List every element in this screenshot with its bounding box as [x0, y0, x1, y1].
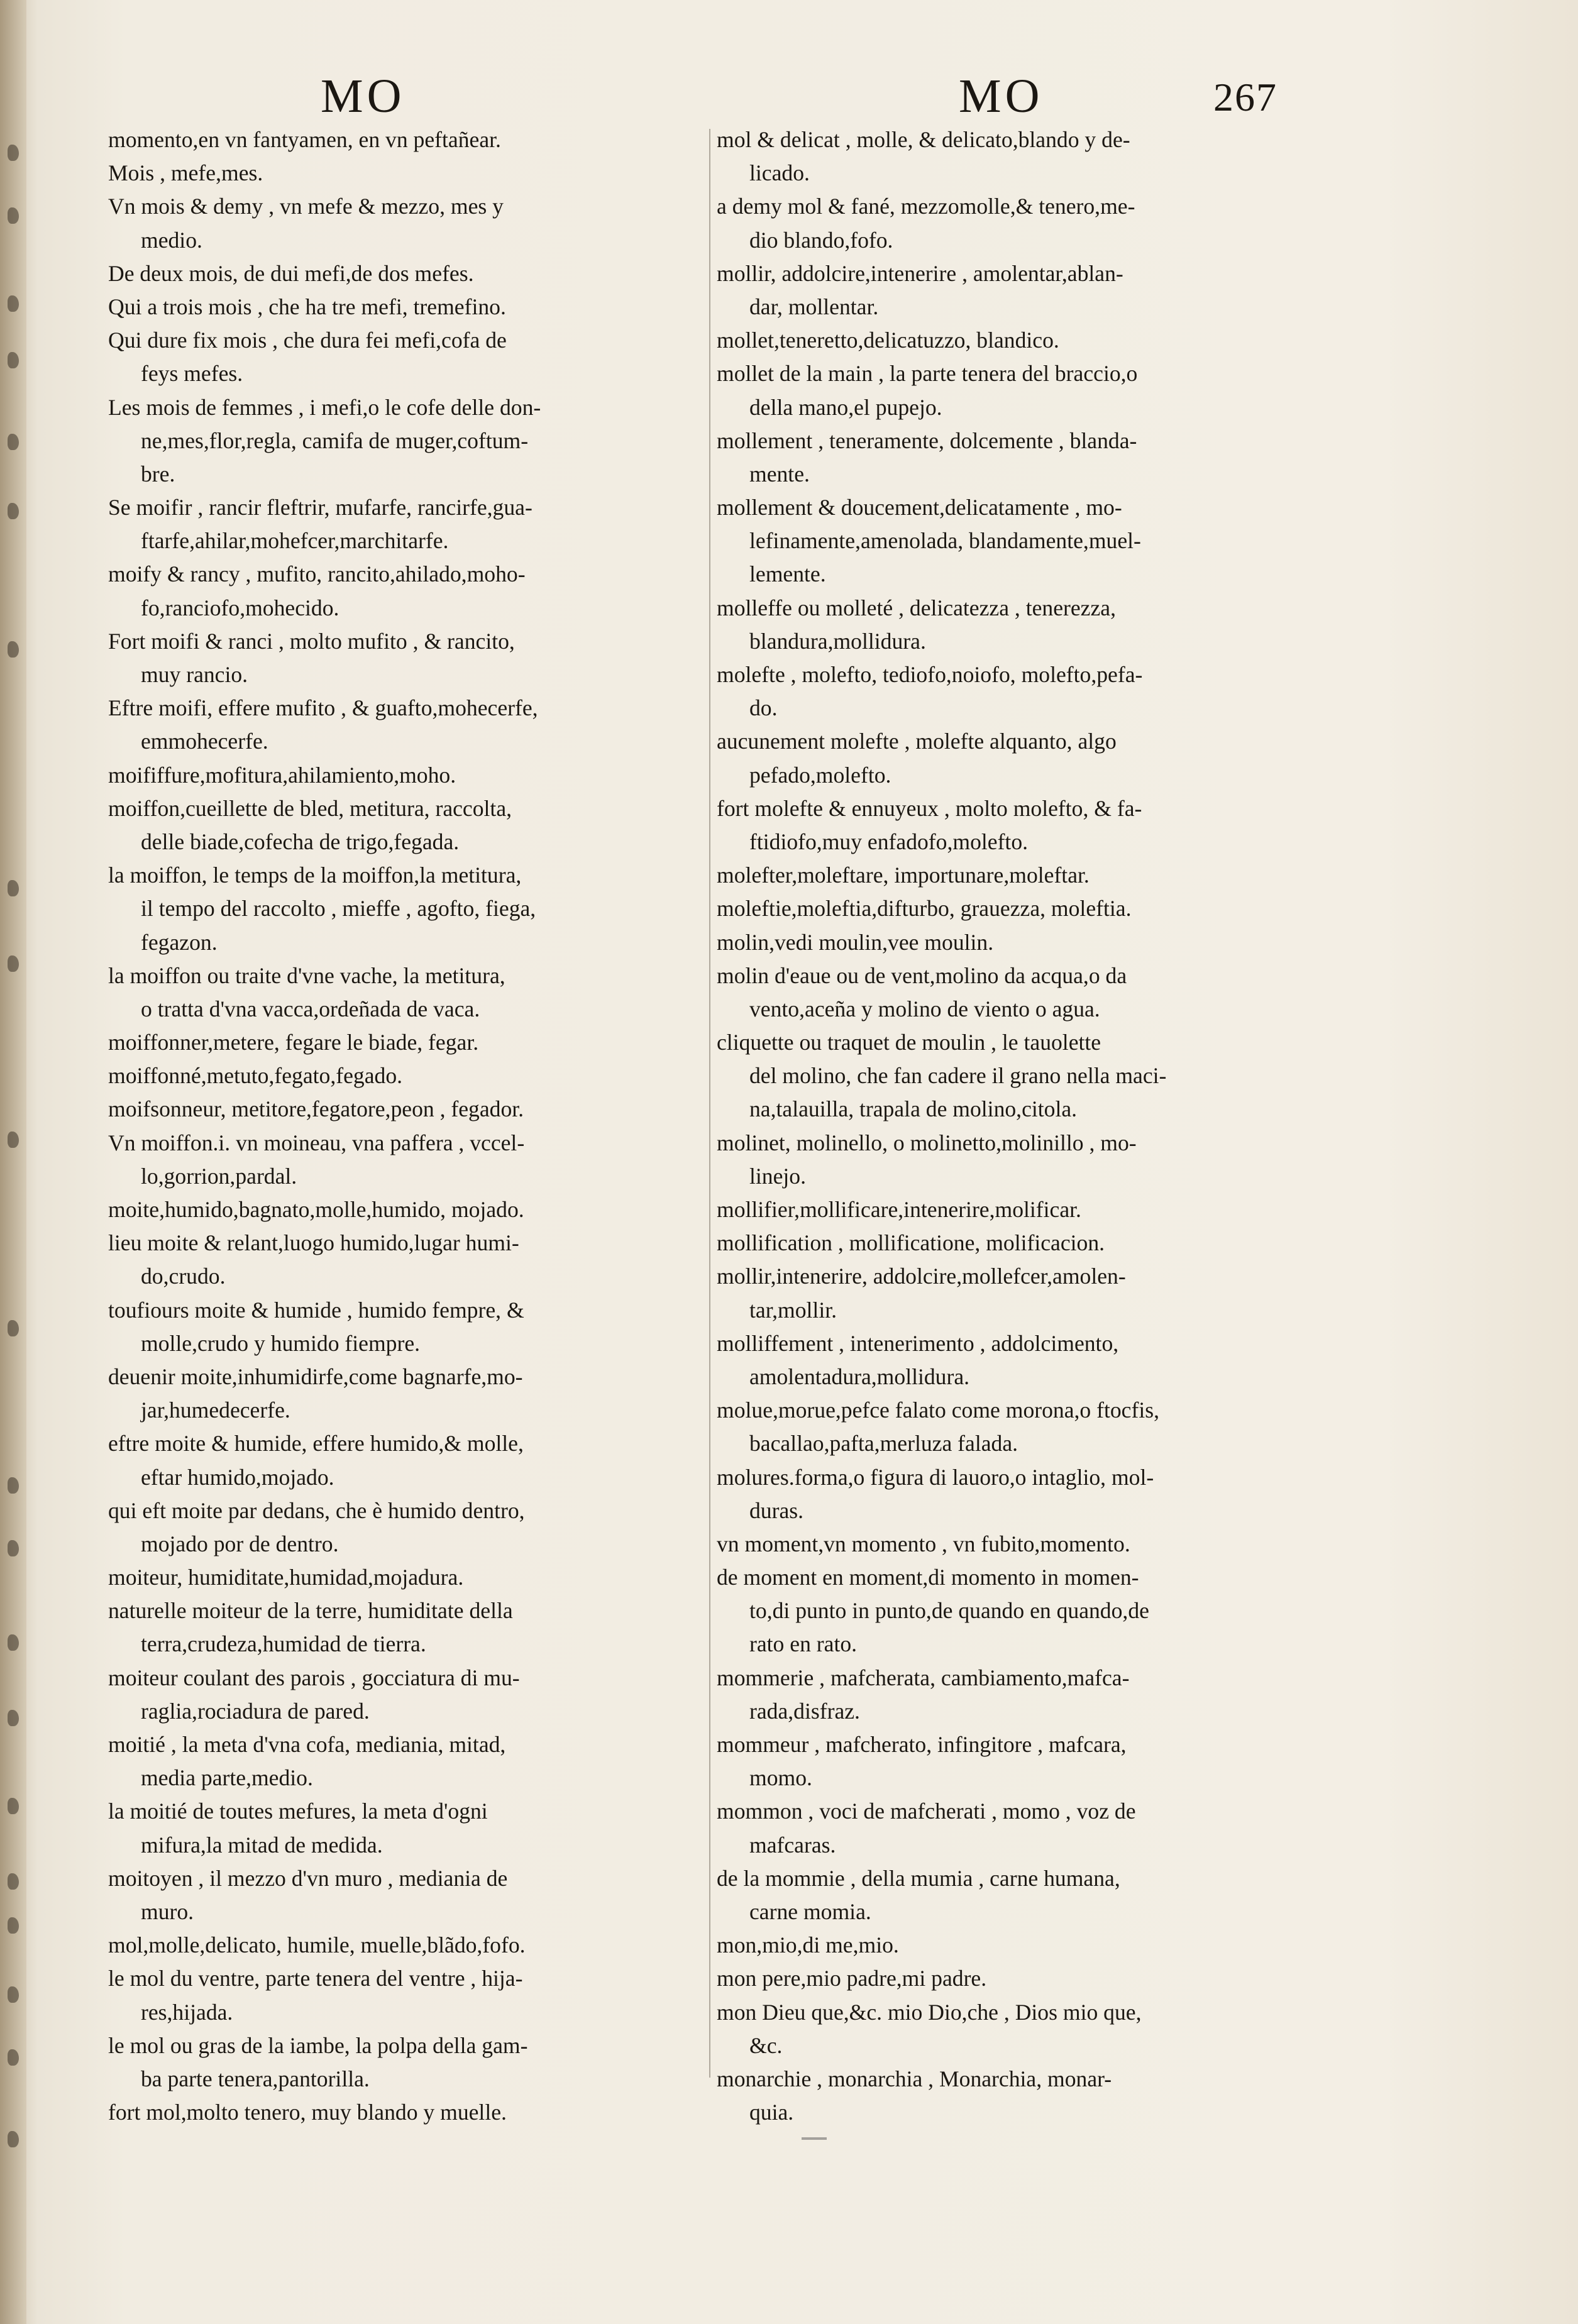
text-line: de moment en moment,di momento in momen-	[717, 1565, 1139, 1590]
text-line: emmohecerfe.	[141, 729, 268, 754]
text-line: vento,aceña y molino de viento o agua.	[749, 996, 1100, 1022]
text-line: molefter,moleftare, importunare,moleftar.	[717, 862, 1090, 888]
text-line: moitié , la meta d'vna cofa, mediania, mitad,	[108, 1732, 506, 1757]
text-line: linejo.	[749, 1163, 806, 1189]
text-line: momo.	[749, 1765, 812, 1791]
text-line: toufiours moite & humide , humido fempre, &	[108, 1297, 524, 1323]
stain-mark	[8, 641, 19, 658]
text-line: moite,humido,bagnato,molle,humido, mojado.	[108, 1197, 524, 1222]
text-line: mollement & doucement,delicatamente , mo-	[717, 495, 1122, 520]
text-line: De deux mois, de dui mefi,de dos mefes.	[108, 260, 474, 286]
text-line: do.	[749, 695, 778, 721]
stain-mark	[8, 1986, 19, 2003]
text-line: dar, mollentar.	[749, 294, 879, 319]
text-line: molliffement , intenerimento , addolcimento,	[717, 1330, 1119, 1356]
stain-mark	[8, 1634, 19, 1651]
text-line: mollir,intenerire, addolcire,mollefcer,amolen-	[717, 1264, 1126, 1289]
text-line: molefte , molefto, tediofo,noiofo, molefto,pefa-	[717, 662, 1143, 687]
text-line: moleftie,moleftia,difturbo, grauezza, moleftia.	[717, 896, 1132, 922]
text-line: lemente.	[749, 561, 826, 587]
text-line: qui eft moite par dedans, che è humido dentro,	[108, 1497, 525, 1523]
text-line: Fort moifi & ranci , molto mufito , & rancito,	[108, 628, 515, 654]
stain-mark	[8, 503, 19, 519]
text-line: mommerie , mafcherata, cambiamento,mafca-	[717, 1665, 1130, 1690]
text-line: molleffe ou molleté , delicatezza , tenerezza,	[717, 595, 1117, 620]
stain-mark	[8, 1320, 19, 1336]
text-line: o tratta d'vna vacca,ordeñada de vaca.	[141, 996, 480, 1022]
text-line: a demy mol & fané, mezzomolle,& tenero,me-	[717, 194, 1135, 219]
stain-mark	[8, 145, 19, 161]
text-line: mommon , voci de mafcherati , momo , voz de	[717, 1798, 1136, 1824]
text-line: ne,mes,flor,regla, camifa de muger,coftum-	[141, 427, 529, 453]
text-line: molue,morue,pefce falato come morona,o ftocfis,	[717, 1397, 1159, 1423]
text-line: mon Dieu que,&c. mio Dio,che , Dios mio que,	[717, 1999, 1142, 2025]
text-line: mente.	[749, 461, 810, 487]
left-column	[108, 123, 737, 2129]
text-line: terra,crudeza,humidad de tierra.	[141, 1631, 426, 1657]
text-line: muro.	[141, 1898, 194, 1924]
text-line: eftre moite & humide, effere humido,& molle,	[108, 1431, 524, 1457]
text-line: naturelle moiteur de la terre, humiditate della	[108, 1598, 513, 1624]
text-line: raglia,rociadura de pared.	[141, 1698, 370, 1724]
text-line: bacallao,pafta,merluza falada.	[749, 1431, 1018, 1457]
text-line: carne momia.	[749, 1898, 871, 1924]
text-line: Les mois de femmes , i mefi,o le cofe delle don-	[108, 394, 541, 420]
text-line: Qui dure fix mois , che dura fei mefi,cofa de	[108, 328, 507, 353]
text-line: mollifier,mollificare,intenerire,molificar.	[717, 1197, 1081, 1222]
text-line: monarchie , monarchia , Monarchia, monar-	[717, 2066, 1112, 2091]
text-line: fort molefte & ennuyeux , molto molefto, & fa-	[717, 795, 1142, 821]
text-line: media parte,medio.	[141, 1765, 313, 1791]
text-line: res,hijada.	[141, 1999, 233, 2025]
text-line: do,crudo.	[141, 1264, 226, 1289]
text-line: molle,crudo y humido fiempre.	[141, 1330, 421, 1356]
ink-smudge	[802, 2137, 827, 2140]
binding-stain-marks	[3, 0, 28, 2324]
text-line: pefado,molefto.	[749, 762, 891, 788]
text-line: Vn mois & demy , vn mefe & mezzo, mes y	[108, 194, 504, 219]
text-line: na,talauilla, trapala de molino,citola.	[749, 1096, 1078, 1122]
text-line: Eftre moifi, effere mufito , & guafto,mohecerfe,	[108, 695, 538, 721]
text-line: molinet, molinello, o molinetto,molinillo , mo-	[717, 1130, 1137, 1155]
stain-mark	[8, 434, 19, 450]
text-line: lieu moite & relant,luogo humido,lugar humi-	[108, 1230, 519, 1256]
text-line: quia.	[749, 2100, 794, 2125]
text-line: moiteur coulant des parois , gocciatura di mu-	[108, 1665, 520, 1690]
text-line: ftarfe,ahilar,mohefcer,marchitarfe.	[141, 528, 449, 554]
text-line: blandura,mollidura.	[749, 628, 926, 654]
text-line: Vn moiffon.i. vn moineau, vna paffera , vccel-	[108, 1130, 525, 1155]
text-line: mollet de la main , la parte tenera del braccio,o	[717, 361, 1138, 387]
text-line: deuenir moite,inhumidirfe,come bagnarfe,mo-	[108, 1363, 523, 1389]
text-line: mojado por de dentro.	[141, 1531, 339, 1556]
stain-mark	[8, 1477, 19, 1494]
text-line: muy rancio.	[141, 662, 248, 687]
right-column	[717, 123, 1345, 2129]
text-line: Mois , mefe,mes.	[108, 160, 263, 186]
text-line: fegazon.	[141, 929, 218, 955]
text-line: feys mefes.	[141, 361, 243, 387]
stain-mark	[8, 1917, 19, 1934]
text-line: la moiffon, le temps de la moiffon,la metitura,	[108, 862, 522, 888]
stain-mark	[8, 1873, 19, 1890]
text-line: mollification , mollificatione, molificacion.	[717, 1230, 1105, 1256]
stain-mark	[8, 295, 19, 312]
page-number: 267	[1213, 75, 1277, 119]
text-line: Qui a trois mois , che ha tre mefi, tremefino.	[108, 294, 506, 319]
text-line: della mano,el pupejo.	[749, 394, 942, 420]
text-line: to,di punto in punto,de quando en quando,de	[749, 1598, 1149, 1624]
text-line: le mol du ventre, parte tenera del ventre , hija-	[108, 1966, 523, 1991]
text-line: fort mol,molto tenero, muy blando y muelle.	[108, 2100, 507, 2125]
stain-mark	[8, 2049, 19, 2066]
text-line: moify & rancy , mufito, rancito,ahilado,moho-	[108, 561, 526, 587]
right-running-head: MO	[959, 70, 1044, 123]
text-line: moiffonné,metuto,fegato,fegado.	[108, 1063, 403, 1089]
stain-mark	[8, 1798, 19, 1814]
text-line: ba parte tenera,pantorilla.	[141, 2066, 370, 2091]
text-line: ftidiofo,muy enfadofo,molefto.	[749, 829, 1029, 854]
text-line: rato en rato.	[749, 1631, 858, 1657]
text-line: licado.	[749, 160, 810, 186]
text-line: de la mommie , della mumia , carne humana,	[717, 1865, 1120, 1891]
text-line: aucunement molefte , molefte alquanto, algo	[717, 729, 1117, 754]
stain-mark	[8, 207, 19, 224]
text-line: mon pere,mio padre,mi padre.	[717, 1966, 987, 1991]
stain-mark	[8, 2131, 19, 2147]
text-line: duras.	[749, 1497, 804, 1523]
text-line: lo,gorrion,pardal.	[141, 1163, 297, 1189]
text-line: rada,disfraz.	[749, 1698, 860, 1724]
text-line: mol & delicat , molle, & delicato,blando y de-	[717, 127, 1130, 152]
stain-mark	[8, 1132, 19, 1148]
text-line: mollement , teneramente, dolcemente , blanda-	[717, 427, 1137, 453]
text-line: moififfure,mofitura,ahilamiento,moho.	[108, 762, 456, 788]
text-line: Se moifir , rancir fleftrir, mufarfe, rancirfe,gua-	[108, 495, 532, 520]
text-line: mifura,la mitad de medida.	[141, 1832, 383, 1858]
text-line: mommeur , mafcherato, infingitore , mafcara,	[717, 1732, 1127, 1757]
text-line: moifsonneur, metitore,fegatore,peon , fegador.	[108, 1096, 524, 1122]
text-line: molin d'eaue ou de vent,molino da acqua,o da	[717, 962, 1127, 988]
text-line: moiffon,cueillette de bled, metitura, raccolta,	[108, 795, 512, 821]
text-line: &c.	[749, 2032, 783, 2058]
text-line: dio blando,fofo.	[749, 227, 893, 253]
text-line: la moiffon ou traite d'vne vache, la metitura,	[108, 962, 505, 988]
text-line: moiffonner,metere, fegare le biade, fegar.	[108, 1030, 479, 1055]
stain-mark	[8, 1710, 19, 1726]
text-line: mafcaras.	[749, 1832, 836, 1858]
text-line: lefinamente,amenolada, blandamente,muel-	[749, 528, 1141, 554]
left-running-head: MO	[321, 70, 406, 123]
text-line: bre.	[141, 461, 175, 487]
stain-mark	[8, 352, 19, 368]
text-line: jar,humedecerfe.	[141, 1397, 290, 1423]
text-line: mollir, addolcire,intenerire , amolentar,ablan-	[717, 260, 1123, 286]
text-line: delle biade,cofecha de trigo,fegada.	[141, 829, 460, 854]
text-line: molures.forma,o figura di lauoro,o intaglio, mol-	[717, 1464, 1154, 1490]
stain-mark	[8, 880, 19, 896]
text-line: molin,vedi moulin,vee moulin.	[717, 929, 994, 955]
text-line: eftar humido,mojado.	[141, 1464, 334, 1490]
text-line: amolentadura,mollidura.	[749, 1363, 970, 1389]
text-line: moiteur, humiditate,humidad,mojadura.	[108, 1565, 464, 1590]
text-line: mollet,teneretto,delicatuzzo, blandico.	[717, 328, 1059, 353]
text-line: le mol ou gras de la iambe, la polpa della gam-	[108, 2032, 528, 2058]
text-line: momento,en vn fantyamen, en vn peftañear.	[108, 127, 501, 152]
stain-mark	[8, 955, 19, 972]
text-line: il tempo del raccolto , mieffe , agofto, fiega,	[141, 896, 536, 922]
text-line: mon,mio,di me,mio.	[717, 1932, 899, 1958]
text-line: del molino, che fan cadere il grano nella maci-	[749, 1063, 1167, 1089]
text-line: la moitié de toutes mefures, la meta d'ogni	[108, 1798, 488, 1824]
text-line: medio.	[141, 227, 202, 253]
text-line: fo,ranciofo,mohecido.	[141, 595, 339, 620]
text-line: cliquette ou traquet de moulin , le tauolette	[717, 1030, 1101, 1055]
text-line: moitoyen , il mezzo d'vn muro , mediania de	[108, 1865, 508, 1891]
text-line: tar,mollir.	[749, 1297, 837, 1323]
stain-mark	[8, 1540, 19, 1556]
text-line: mol,molle,delicato, humile, muelle,blãdo,fofo.	[108, 1932, 526, 1958]
text-line: vn moment,vn momento , vn fubito,momento.	[717, 1531, 1130, 1556]
